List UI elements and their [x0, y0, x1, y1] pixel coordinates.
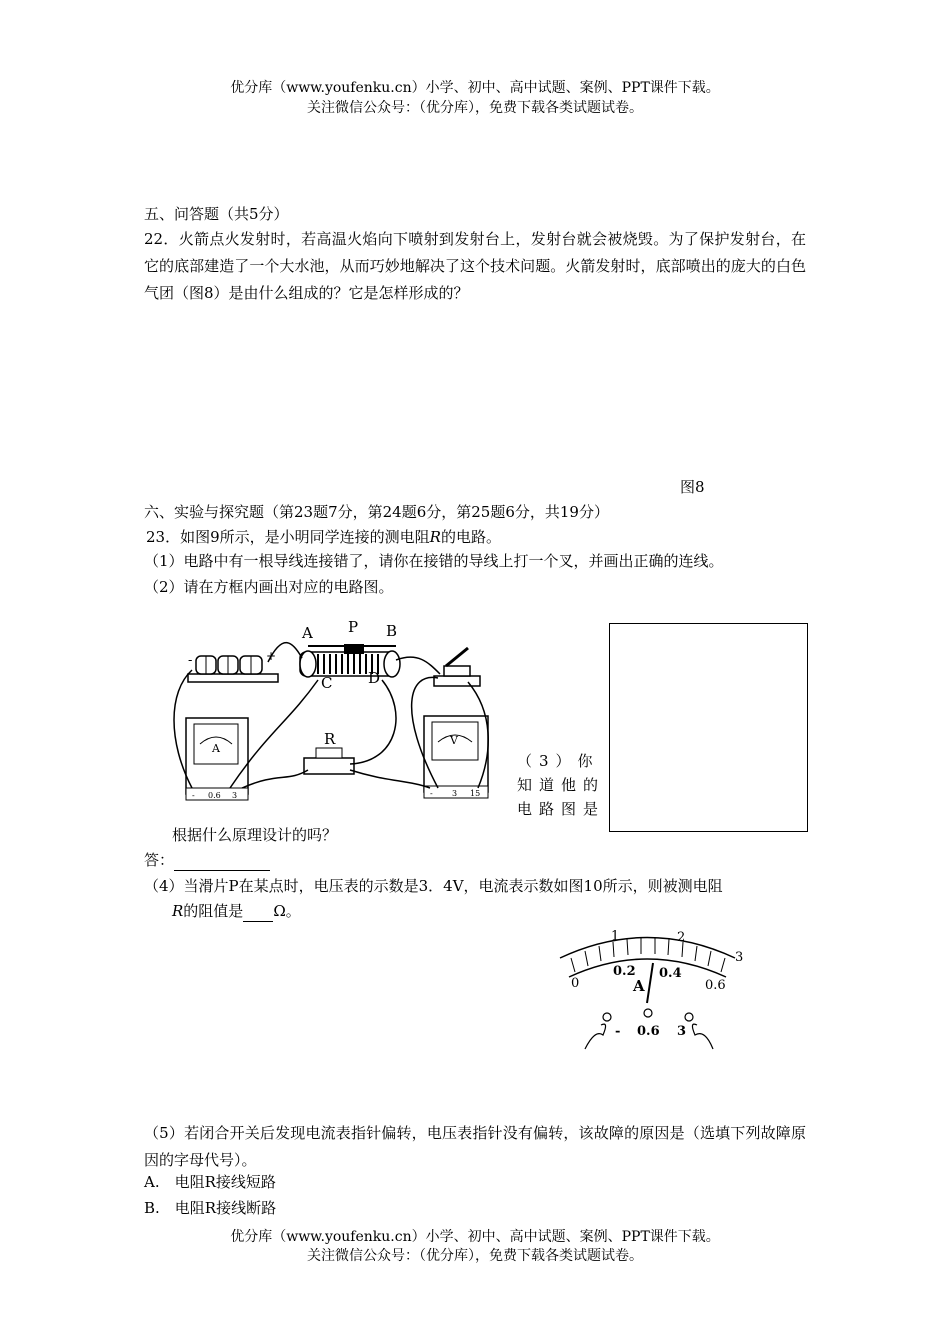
- dial-bottom-0: 0: [571, 976, 580, 991]
- footer-line-2: 关注微信公众号：（优分库），免费下载各类试题试卷。: [307, 1248, 643, 1264]
- battery-plus-label: +: [266, 649, 277, 663]
- option-b: B. 电阻R接线断路: [144, 1199, 277, 1217]
- voltmeter-terminal-minus: -: [430, 789, 433, 798]
- dial-bottom-04: 0.4: [659, 966, 682, 981]
- question-23-intro: [146, 527, 501, 547]
- voltmeter-terminal-15: 15: [470, 789, 481, 798]
- rheostat-label-p: P: [348, 618, 359, 636]
- section-6-title: 六、实验与探究题（第23题7分，第24题6分，第25题6分，共19分）: [144, 503, 609, 521]
- dial-bottom-06: 0.6: [705, 978, 726, 993]
- resistor-r: [304, 730, 354, 774]
- ammeter-terminal-3: 3: [232, 791, 238, 800]
- question-23-part-3-line-3: 电路图是: [517, 800, 606, 818]
- figure-10-ammeter-dial: [545, 925, 750, 1055]
- voltmeter-terminal-3: 3: [452, 789, 458, 798]
- dial-bottom-02: 0.2: [613, 964, 636, 979]
- question-23-part-4-line-2: [172, 901, 301, 922]
- dial-top-2: 2: [677, 930, 686, 945]
- voltmeter-symbol: V: [450, 734, 458, 747]
- figure-9-circuit: [168, 612, 498, 807]
- answer-label: 答：: [144, 851, 175, 869]
- battery-minus-label: -: [188, 653, 193, 668]
- dial-top-3: 3: [735, 950, 744, 965]
- rheostat-label-d: D: [368, 669, 381, 687]
- q23-p4-unit: Ω。: [273, 902, 301, 920]
- question-23-part-1: （1）电路中有一根导线连接错了，请你在接错的导线上打一个叉，并画出正确的连线。: [144, 552, 724, 570]
- question-23-part-2: （2）请在方框内画出对应的电路图。: [144, 578, 394, 596]
- battery-pack: [188, 649, 278, 682]
- answer-blank[interactable]: [174, 850, 270, 871]
- footer-line-1: 优分库（www.youfenku.cn）小学、初中、高中试题、案例、PPT课件下载。: [230, 1229, 720, 1245]
- switch: [434, 648, 480, 686]
- ammeter: [186, 718, 248, 800]
- terminal-minus-label: -: [615, 1024, 621, 1039]
- q23-intro-a: 23．如图9所示，是小明同学连接的测电阻: [146, 528, 430, 546]
- terminal-3-label: 3: [677, 1024, 687, 1039]
- question-23-part-3-line-2: 知道他的: [517, 776, 606, 794]
- circuit-diagram-answer-box[interactable]: [609, 623, 808, 832]
- section-5-title: 五、问答题（共5分）: [144, 205, 289, 223]
- q23-p4-text: 的阻值是: [183, 902, 244, 920]
- header-line-2: 关注微信公众号：（优分库），免费下载各类试题试卷。: [307, 100, 643, 116]
- ammeter-terminal-06: 0.6: [208, 791, 221, 800]
- option-a: A. 电阻R接线短路: [144, 1173, 276, 1191]
- ammeter-symbol: A: [212, 742, 220, 755]
- answer-line: [144, 850, 270, 871]
- resistance-blank[interactable]: [243, 901, 273, 922]
- q23-var-r: R: [429, 528, 441, 546]
- question-22: 22．火箭点火发射时，若高温火焰向下喷射到发射台上，发射台就会被烧毁。为了保护发射台，在它的底部建造了一个大水池，从而巧妙地解决了这个技术问题。火箭发射时，底部喷出的庞大的白色气团（图8）是由什么组成的？它是怎样形成的？: [144, 230, 806, 302]
- header-line-1: 优分库（www.youfenku.cn）小学、初中、高中试题、案例、PPT课件下载。: [230, 80, 720, 96]
- question-23-part-3-line-1: （3）你: [517, 752, 600, 770]
- rheostat-label-b: B: [386, 622, 398, 640]
- dial-unit-a: A: [633, 977, 645, 995]
- dial-top-1: 1: [611, 929, 620, 944]
- ammeter-terminal-minus: -: [192, 791, 195, 800]
- question-23-part-4-line-1: （4）当滑片P在某点时，电压表的示数是3．4V，电流表示数如图10所示，则被测电阻: [144, 877, 723, 895]
- q23-intro-b: 的电路。: [440, 528, 501, 546]
- question-23-part-3-line-4: 根据什么原理设计的吗？: [172, 826, 338, 844]
- rheostat-label-a: A: [302, 624, 313, 642]
- question-23-part-5: （5）若闭合开关后发现电流表指针偏转，电压表指针没有偏转，该故障的原因是（选填下列故障原因的字母代号）。: [144, 1124, 806, 1169]
- q23-p4-var-r: R: [172, 902, 184, 920]
- figure-8-caption: 图8: [680, 478, 705, 496]
- dial-scale: [560, 938, 735, 1004]
- resistor-label: R: [324, 730, 336, 748]
- rheostat-label-c: C: [321, 674, 333, 692]
- terminal-06-label: 0.6: [637, 1024, 660, 1039]
- rheostat: [300, 618, 400, 692]
